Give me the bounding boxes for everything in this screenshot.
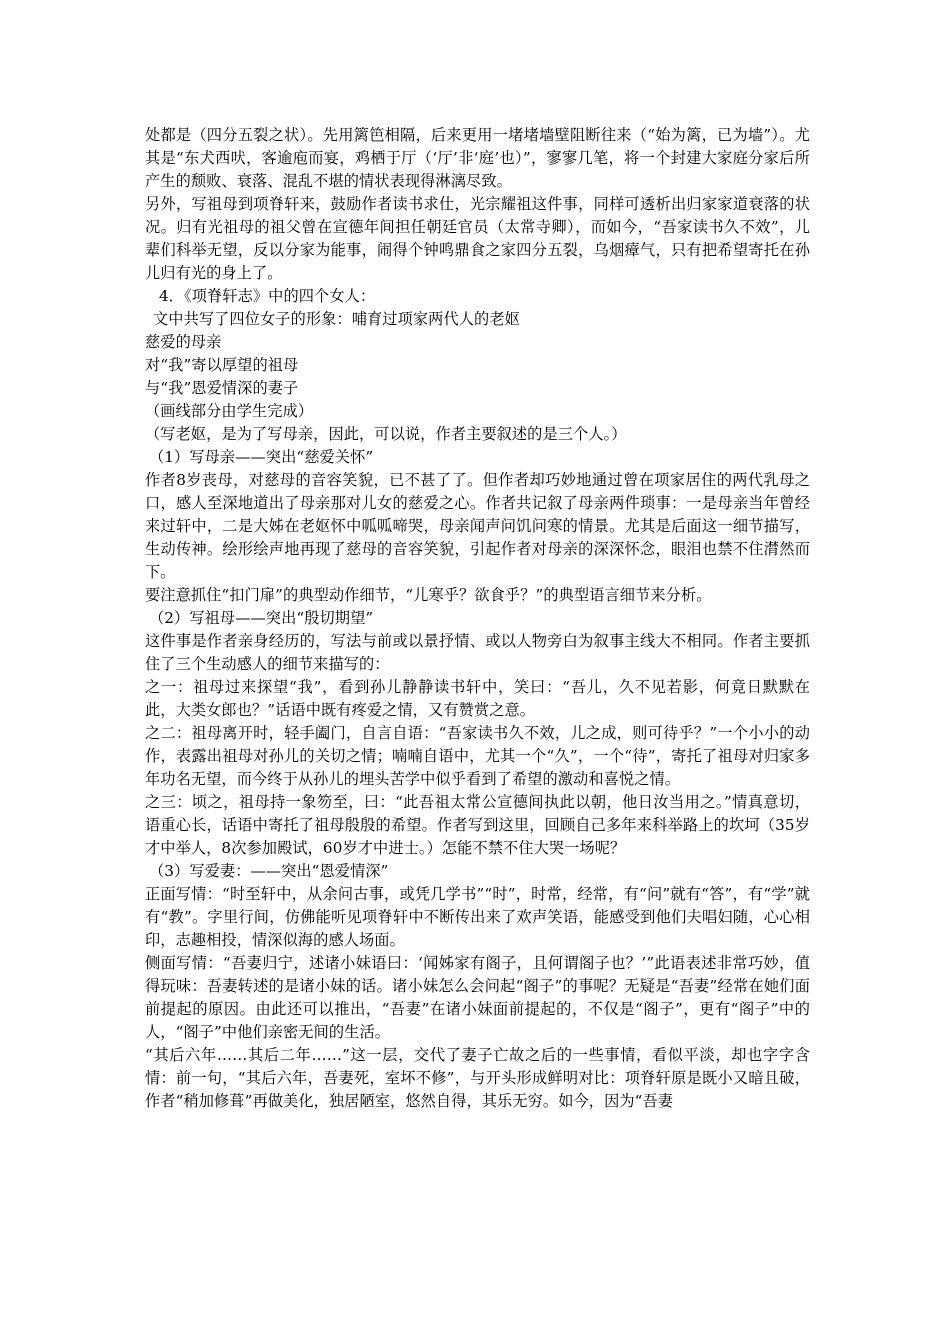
subheading-mother: （1）写母亲——突出“慈爱关怀” <box>149 448 374 466</box>
section-heading-four-women: 4．《项脊轩志》中的四个女人： <box>159 287 376 305</box>
subheading-wife: （3）写爱妻：——突出“恩爱情深” <box>149 862 389 880</box>
paragraph-detail-two: 之二：祖母离开时，轻手阖门，自言自语：“吾家读书久不效，儿之成，则可待乎？”一个小小的动作，表露出祖母对孙儿的关切之情；喃喃自语中，尤其一个“久”，一个“待”，寄托了祖母对归家多年功名无望，而今终于从孙儿的埋头苦学中似乎看到了希望的激动和喜悦之情。 <box>145 724 810 788</box>
subheading-grandmother: （2）写祖母——突出“殷切期望” <box>149 609 374 627</box>
paragraph-mother: 作者8岁丧母，对慈母的音容笑貌，已不甚了了。但作者却巧妙地通过曾在项家居住的两代乳母之口，感人至深地道出了母亲那对儿女的慈爱之心。作者共记叙了母亲两件琐事：一是母亲当年曾经来过轩中，二是大姊在老妪怀中呱呱啼哭，母亲闻声问饥问寒的情景。尤其是后面这一细节描写，生动传神。绘形绘声地再现了慈母的音容笑貌，引起作者对母亲的深深怀念，眼泪也禁不住潸然而下。 <box>145 471 810 581</box>
document-body <box>145 124 810 1113</box>
paragraph-detail-one: 之一：祖母过来探望“我”，看到孙儿静静读书轩中，笑曰：“吾儿，久不见若影，何竟日默默在此，大类女郎也？”话语中既有疼爱之情，又有赞赏之意。 <box>145 678 810 719</box>
paragraph-grandmother-intro: 这件事是作者亲身经历的，写法与前或以景抒情、或以人物旁白为叙事主线大不相同。作者主要抓住了三个生动感人的细节来描写的： <box>145 632 810 673</box>
paragraph-wife-direct: 正面写情：“时至轩中，从余问古事，或凭几学书”“时”，时常，经常，有“问”就有“答”，有“学”就有“教”。字里行间，仿佛能听见项脊轩中不断传出来了欢声笑语，能感受到他们夫唱妇随，心心相印，志趣相投，情深似海的感人场面。 <box>145 885 810 949</box>
list-item-grandmother: 对“我”寄以厚望的祖母 <box>145 356 299 374</box>
paragraph-2: 另外，写祖母到项脊轩来，鼓励作者读书求仕，光宗耀祖这件事，同样可透析出归家家道衰落的状况。归有光祖母的祖父曾在宣德年间担任朝廷官员（太常寺卿），而如今，“吾家读书久不效”，儿辈们科举无望，反以分家为能事，闹得个钟鸣鼎食之家四分五裂，乌烟瘴气，只有把希望寄托在孙儿归有光的身上了。 <box>145 195 810 282</box>
paragraph-later-years: “其后六年……其后二年……”这一层，交代了妻子亡故之后的一些事情，看似平淡，却也字字含情：前一句，“其后六年，吾妻死，室坏不修”，与开头形成鲜明对比：项脊轩原是既小又暗且破，作者“稍加修葺”再做美化，独居陋室，悠然自得，其乐无穷。如今，因为“吾妻 <box>145 1046 810 1110</box>
paragraph-wife-indirect: 侧面写情：“吾妻归宁，述诸小妹语曰：‘闻姊家有阁子，且何谓阁子也？’”此语表述非常巧妙，值得玩味：吾妻转述的是诸小妹的话。诸小妹怎么会问起“阁子”的事呢？无疑是“吾妻”经常在她们面前提起的原因。由此还可以推出，“吾妻”在诸小妹面前提起的，不仅是“阁子”，更有“阁子”中的人，“阁子”中他们亲密无间的生活。 <box>145 954 810 1041</box>
note-old-woman: （写老妪，是为了写母亲，因此，可以说，作者主要叙述的是三个人。） <box>145 425 627 443</box>
paragraph-four-women-intro: 文中共写了四位女子的形象：哺育过项家两代人的老妪 <box>153 310 520 328</box>
list-item-mother: 慈爱的母亲 <box>145 333 222 351</box>
list-item-wife: 与“我”恩爱情深的妻子 <box>145 379 299 397</box>
paragraph-detail-three: 之三：顷之，祖母持一象笏至，曰：“此吾祖太常公宣德间执此以朝，他日汝当用之。”情真意切，语重心长，话语中寄托了祖母殷殷的希望。作者写到这里，回顾自己多年来科举路上的坎坷（35岁才中举人，8次参加殿试，60岁才中进士。）怎能不禁不住大哭一场呢？ <box>145 793 810 857</box>
note-underline: （画线部分由学生完成） <box>145 402 314 420</box>
paragraph-1: 处都是（四分五裂之状）。先用篱笆相隔，后来更用一堵堵墙壁阻断往来（“始为篱，已为墙”）。尤其是“东犬西吠，客逾庖而宴，鸡栖于厅（‘厅’非‘庭’也）”，寥寥几笔，将一个封建大家庭分家后所产生的颓败、衰落、混乱不堪的情状表现得淋漓尽致。 <box>145 126 810 190</box>
paragraph-mother-note: 要注意抓住“扣门扉”的典型动作细节，“儿寒乎？欲食乎？”的典型语言细节来分析。 <box>145 586 712 604</box>
